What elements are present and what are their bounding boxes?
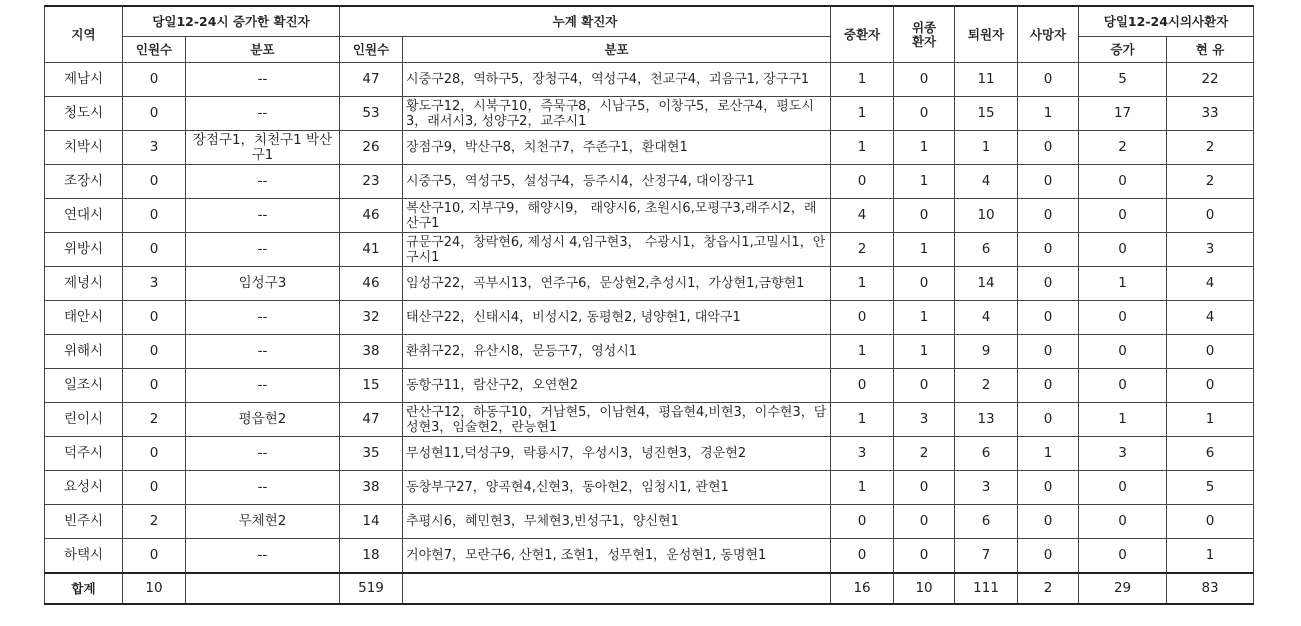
- new-distribution-cell: --: [186, 233, 340, 267]
- increase-cell: 0: [1079, 335, 1167, 369]
- new-distribution-cell: --: [186, 369, 340, 403]
- region-cell: 위해시: [45, 335, 123, 369]
- new-count-cell: 2: [123, 505, 186, 539]
- cum-distribution-cell: 장점구9，박산구8，치천구7，주존구1，환대현1: [403, 131, 831, 165]
- total-serious: 16: [831, 573, 894, 604]
- suspected-cell: 1: [894, 131, 955, 165]
- increase-cell: 0: [1079, 369, 1167, 403]
- new-count-cell: 0: [123, 199, 186, 233]
- discharged-cell: 10: [955, 199, 1018, 233]
- discharged-cell: 7: [955, 539, 1018, 574]
- header-cumulative: 누계 확진자: [340, 6, 831, 37]
- increase-cell: 0: [1079, 539, 1167, 574]
- discharged-cell: 11: [955, 63, 1018, 97]
- table-body: [45, 63, 1254, 574]
- serious-cell: 1: [831, 403, 894, 437]
- increase-cell: 0: [1079, 233, 1167, 267]
- increase-cell: 1: [1079, 403, 1167, 437]
- total-discharged: 111: [955, 573, 1018, 604]
- total-current: 83: [1167, 573, 1254, 604]
- cum-count-cell: 38: [340, 471, 403, 505]
- total-new-distribution: [186, 573, 340, 604]
- cum-count-cell: 32: [340, 301, 403, 335]
- cum-count-cell: 35: [340, 437, 403, 471]
- new-count-cell: 0: [123, 471, 186, 505]
- suspected-cell: 0: [894, 199, 955, 233]
- region-cell: 제남시: [45, 63, 123, 97]
- region-cell: 린이시: [45, 403, 123, 437]
- cum-count-cell: 41: [340, 233, 403, 267]
- discharged-cell: 6: [955, 505, 1018, 539]
- suspected-cell: 0: [894, 97, 955, 131]
- region-cell: 위방시: [45, 233, 123, 267]
- deaths-cell: 1: [1018, 437, 1079, 471]
- current-cell: 5: [1167, 471, 1254, 505]
- header-current: 현 유: [1167, 37, 1254, 63]
- suspected-cell: 0: [894, 369, 955, 403]
- serious-cell: 1: [831, 63, 894, 97]
- deaths-cell: 0: [1018, 539, 1079, 574]
- discharged-cell: 4: [955, 165, 1018, 199]
- covid-status-table: [44, 5, 1254, 605]
- cum-distribution-cell: 태산구22，신태시4，비성시2, 동평현2, 녕양현1, 대악구1: [403, 301, 831, 335]
- cum-count-cell: 46: [340, 267, 403, 301]
- increase-cell: 1: [1079, 267, 1167, 301]
- table-row: [45, 63, 1254, 97]
- cum-count-cell: 46: [340, 199, 403, 233]
- discharged-cell: 4: [955, 301, 1018, 335]
- suspected-cell: 0: [894, 539, 955, 574]
- deaths-cell: 0: [1018, 165, 1079, 199]
- total-cum-distribution: [403, 573, 831, 604]
- table-row: [45, 539, 1254, 574]
- suspected-cell: 0: [894, 267, 955, 301]
- new-count-cell: 0: [123, 97, 186, 131]
- new-count-cell: 0: [123, 301, 186, 335]
- table-row: [45, 369, 1254, 403]
- new-distribution-cell: 무체현2: [186, 505, 340, 539]
- new-count-cell: 3: [123, 131, 186, 165]
- header-cum-distribution: 분포: [403, 37, 831, 63]
- cum-distribution-cell: 시중구5，역성구5，설성구4，등주시4，산정구4, 대이장구1: [403, 165, 831, 199]
- new-distribution-cell: --: [186, 97, 340, 131]
- current-cell: 0: [1167, 505, 1254, 539]
- serious-cell: 0: [831, 369, 894, 403]
- header-daily-new: 당일12-24시 증가한 확진자: [123, 6, 340, 37]
- cum-distribution-cell: 복산구10, 지부구9，해양시9， 래양시6, 초원시6,모평구3,래주시2，래산구1: [403, 199, 831, 233]
- region-cell: 청도시: [45, 97, 123, 131]
- table-row: [45, 233, 1254, 267]
- current-cell: 33: [1167, 97, 1254, 131]
- new-count-cell: 0: [123, 165, 186, 199]
- total-label: 합계: [45, 573, 123, 604]
- new-count-cell: 0: [123, 335, 186, 369]
- serious-cell: 1: [831, 335, 894, 369]
- current-cell: 4: [1167, 267, 1254, 301]
- region-cell: 제녕시: [45, 267, 123, 301]
- current-cell: 3: [1167, 233, 1254, 267]
- discharged-cell: 3: [955, 471, 1018, 505]
- region-cell: 치박시: [45, 131, 123, 165]
- current-cell: 1: [1167, 403, 1254, 437]
- new-distribution-cell: 평읍현2: [186, 403, 340, 437]
- new-distribution-cell: --: [186, 335, 340, 369]
- table-row: [45, 505, 1254, 539]
- table-row: [45, 165, 1254, 199]
- new-distribution-cell: --: [186, 301, 340, 335]
- deaths-cell: 0: [1018, 369, 1079, 403]
- header-new-distribution: 분포: [186, 37, 340, 63]
- suspected-cell: 3: [894, 403, 955, 437]
- suspected-cell: 0: [894, 471, 955, 505]
- table-row: [45, 301, 1254, 335]
- serious-cell: 1: [831, 471, 894, 505]
- increase-cell: 0: [1079, 505, 1167, 539]
- new-distribution-cell: --: [186, 471, 340, 505]
- region-cell: 태안시: [45, 301, 123, 335]
- header-serious: 중환자: [831, 6, 894, 63]
- region-cell: 일조시: [45, 369, 123, 403]
- cum-count-cell: 47: [340, 63, 403, 97]
- cum-distribution-cell: 거야현7，모란구6, 산현1, 조현1，성무현1，운성현1, 동명현1: [403, 539, 831, 574]
- table-row: [45, 437, 1254, 471]
- new-count-cell: 2: [123, 403, 186, 437]
- new-distribution-cell: --: [186, 63, 340, 97]
- cum-count-cell: 47: [340, 403, 403, 437]
- serious-cell: 0: [831, 165, 894, 199]
- suspected-cell: 1: [894, 233, 955, 267]
- cum-distribution-cell: 동항구11，람산구2，오연현2: [403, 369, 831, 403]
- new-count-cell: 0: [123, 437, 186, 471]
- current-cell: 2: [1167, 131, 1254, 165]
- cum-distribution-cell: 무성현11,덕성구9，락룡시7，우성시3，녕진현3，경운현2: [403, 437, 831, 471]
- new-count-cell: 0: [123, 539, 186, 574]
- total-new-count: 10: [123, 573, 186, 604]
- suspected-cell: 0: [894, 63, 955, 97]
- current-cell: 6: [1167, 437, 1254, 471]
- cum-count-cell: 15: [340, 369, 403, 403]
- table-row: [45, 267, 1254, 301]
- deaths-cell: 0: [1018, 267, 1079, 301]
- header-discharged: 퇴원자: [955, 6, 1018, 63]
- discharged-cell: 6: [955, 437, 1018, 471]
- cum-distribution-cell: 시중구28，역하구5，장청구4，역성구4，천교구4，괴음구1, 장구구1: [403, 63, 831, 97]
- table-header: [45, 6, 1254, 63]
- region-cell: 덕주시: [45, 437, 123, 471]
- new-distribution-cell: --: [186, 437, 340, 471]
- discharged-cell: 2: [955, 369, 1018, 403]
- cum-distribution-cell: 환취구22，유산시8，문등구7，영성시1: [403, 335, 831, 369]
- cum-count-cell: 14: [340, 505, 403, 539]
- discharged-cell: 9: [955, 335, 1018, 369]
- header-suspected: 위종 환자: [894, 6, 955, 63]
- total-row: [45, 573, 1254, 604]
- increase-cell: 2: [1079, 131, 1167, 165]
- new-distribution-cell: --: [186, 199, 340, 233]
- deaths-cell: 0: [1018, 335, 1079, 369]
- discharged-cell: 14: [955, 267, 1018, 301]
- increase-cell: 0: [1079, 199, 1167, 233]
- deaths-cell: 0: [1018, 131, 1079, 165]
- deaths-cell: 0: [1018, 403, 1079, 437]
- new-distribution-cell: --: [186, 539, 340, 574]
- serious-cell: 4: [831, 199, 894, 233]
- increase-cell: 5: [1079, 63, 1167, 97]
- increase-cell: 0: [1079, 471, 1167, 505]
- discharged-cell: 6: [955, 233, 1018, 267]
- deaths-cell: 1: [1018, 97, 1079, 131]
- suspected-cell: 1: [894, 335, 955, 369]
- suspected-cell: 1: [894, 301, 955, 335]
- current-cell: 0: [1167, 369, 1254, 403]
- new-count-cell: 3: [123, 267, 186, 301]
- serious-cell: 1: [831, 131, 894, 165]
- cum-count-cell: 38: [340, 335, 403, 369]
- serious-cell: 1: [831, 97, 894, 131]
- suspected-cell: 0: [894, 505, 955, 539]
- table-row: [45, 131, 1254, 165]
- new-distribution-cell: 장점구1，치천구1 박산구1: [186, 131, 340, 165]
- current-cell: 2: [1167, 165, 1254, 199]
- deaths-cell: 0: [1018, 505, 1079, 539]
- serious-cell: 0: [831, 539, 894, 574]
- region-cell: 하택시: [45, 539, 123, 574]
- cum-distribution-cell: 규문구24，창락현6, 제성시 4,임구현3， 수광시1，창읍시1,고밀시1，안구시1: [403, 233, 831, 267]
- cum-distribution-cell: 황도구12，시북구10，즉묵구8，시남구5，이창구5，로산구4，평도시3，래서시3, 성양구2，교주시1: [403, 97, 831, 131]
- serious-cell: 2: [831, 233, 894, 267]
- total-deaths: 2: [1018, 573, 1079, 604]
- increase-cell: 3: [1079, 437, 1167, 471]
- new-count-cell: 0: [123, 369, 186, 403]
- increase-cell: 0: [1079, 165, 1167, 199]
- new-count-cell: 0: [123, 63, 186, 97]
- current-cell: 22: [1167, 63, 1254, 97]
- cum-distribution-cell: 추평시6，혜민현3，무체현3,빈성구1，양신현1: [403, 505, 831, 539]
- cum-distribution-cell: 란산구12，하동구10，거남현5，이남현4，평읍현4,비현3，이수현3，담성현3，임술현2，란능현1: [403, 403, 831, 437]
- serious-cell: 0: [831, 301, 894, 335]
- deaths-cell: 0: [1018, 233, 1079, 267]
- new-distribution-cell: 임성구3: [186, 267, 340, 301]
- cum-count-cell: 53: [340, 97, 403, 131]
- total-cum-count: 519: [340, 573, 403, 604]
- discharged-cell: 1: [955, 131, 1018, 165]
- region-cell: 조장시: [45, 165, 123, 199]
- region-cell: 요성시: [45, 471, 123, 505]
- header-new-count: 인원수: [123, 37, 186, 63]
- discharged-cell: 13: [955, 403, 1018, 437]
- increase-cell: 17: [1079, 97, 1167, 131]
- new-distribution-cell: --: [186, 165, 340, 199]
- current-cell: 0: [1167, 199, 1254, 233]
- table-row: [45, 97, 1254, 131]
- serious-cell: 1: [831, 267, 894, 301]
- suspected-cell: 1: [894, 165, 955, 199]
- cum-distribution-cell: 동창부구27，양곡현4,신현3，동아현2，임청시1, 관현1: [403, 471, 831, 505]
- increase-cell: 0: [1079, 301, 1167, 335]
- deaths-cell: 0: [1018, 471, 1079, 505]
- deaths-cell: 0: [1018, 199, 1079, 233]
- cum-count-cell: 18: [340, 539, 403, 574]
- header-daily-suspected: 당일12-24시의사환자: [1079, 6, 1254, 37]
- table-row: [45, 199, 1254, 233]
- serious-cell: 3: [831, 437, 894, 471]
- current-cell: 0: [1167, 335, 1254, 369]
- header-deaths: 사망자: [1018, 6, 1079, 63]
- current-cell: 4: [1167, 301, 1254, 335]
- deaths-cell: 0: [1018, 301, 1079, 335]
- total-suspected: 10: [894, 573, 955, 604]
- table-row: [45, 403, 1254, 437]
- header-cum-count: 인원수: [340, 37, 403, 63]
- serious-cell: 0: [831, 505, 894, 539]
- cum-count-cell: 23: [340, 165, 403, 199]
- table-row: [45, 335, 1254, 369]
- cum-distribution-cell: 임성구22，곡부시13，연주구6，문상현2,추성시1，가상현1,금향현1: [403, 267, 831, 301]
- suspected-cell: 2: [894, 437, 955, 471]
- table-row: [45, 471, 1254, 505]
- header-region: 지역: [45, 6, 123, 63]
- region-cell: 연대시: [45, 199, 123, 233]
- header-increase: 증가: [1079, 37, 1167, 63]
- new-count-cell: 0: [123, 233, 186, 267]
- total-increase: 29: [1079, 573, 1167, 604]
- discharged-cell: 15: [955, 97, 1018, 131]
- region-cell: 빈주시: [45, 505, 123, 539]
- current-cell: 1: [1167, 539, 1254, 574]
- deaths-cell: 0: [1018, 63, 1079, 97]
- cum-count-cell: 26: [340, 131, 403, 165]
